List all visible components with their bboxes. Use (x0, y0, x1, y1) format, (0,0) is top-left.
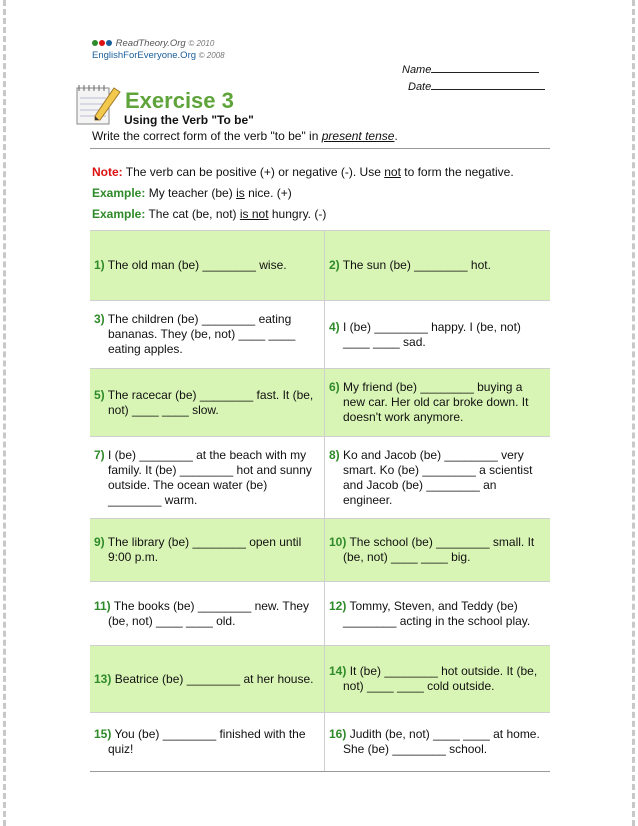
exercise-item: 13) Beatrice (be) ________ at her house. (90, 646, 325, 713)
exercise-subtitle: Using the Verb "To be" (124, 113, 254, 127)
example1-answer: is (236, 186, 245, 200)
exercise-item: 16) Judith (be, not) ____ ____ at home. She (be) ________ school. (325, 713, 551, 772)
exercise-row (90, 231, 550, 301)
example2-text-1: The cat (be, not) (145, 207, 240, 221)
exercise-row (90, 301, 550, 369)
exercise-item: 10) The school (be) ________ small. It (be, not) ____ ____ big. (325, 519, 551, 582)
name-line[interactable] (431, 62, 539, 73)
exercise-title: Exercise 3 (125, 88, 234, 113)
exercise-table (90, 230, 550, 772)
exercise-row (90, 437, 550, 519)
brand-line2: EnglishForEveryone.Org (92, 50, 197, 61)
instructions-suffix: . (394, 129, 398, 143)
exercise-item: 3) The children (be) ________ eating bananas. They (be, not) ____ ____ eating apples. (90, 301, 325, 369)
exercise-item: 14) It (be) ________ hot outside. It (be, not) ____ ____ cold outside. (325, 646, 551, 713)
exercise-item: 8) Ko and Jacob (be) ________ very smart. Ko (be) ________ a scientist and Jacob (be) ________ an engineer. (325, 437, 551, 519)
divider-top (90, 148, 550, 149)
example1-text-2: nice. (+) (244, 186, 292, 200)
example1-text-1: My teacher (be) (145, 186, 237, 200)
exercise-item: 9) The library (be) ________ open until 9:00 p.m. (90, 519, 325, 582)
exercise-row (90, 519, 550, 582)
right-margin-border (632, 0, 638, 826)
note-text-2: to form the negative. (400, 165, 514, 179)
exercise-row (90, 713, 550, 772)
brand-line1-year: © 2010 (188, 39, 215, 48)
note-text-1: The verb can be positive (+) or negative (-). Use (122, 165, 385, 179)
date-label: Date (408, 81, 432, 93)
example2-label: Example: (92, 207, 146, 221)
exercise-item: 11) The books (be) ________ new. They (be, not) ____ ____ old. (90, 582, 325, 646)
brand-dot-green (92, 40, 98, 46)
name-label: Name (402, 64, 432, 76)
divider-bottom (90, 771, 550, 772)
note-not: not (384, 165, 401, 179)
notes-block (92, 162, 514, 225)
exercise-item: 5) The racecar (be) ________ fast. It (be, not) ____ ____ slow. (90, 369, 325, 437)
exercise-row (90, 369, 550, 437)
instructions (92, 129, 398, 143)
exercise-item: 7) I (be) ________ at the beach with my family. It (be) ________ hot and sunny outside. The ocean water (be) ________ warm. (90, 437, 325, 519)
example2-text-2: hungry. (-) (268, 207, 327, 221)
brand-block (92, 38, 225, 62)
exercise-item: 4) I (be) ________ happy. I (be, not) ____ ____ sad. (325, 301, 551, 369)
exercise-item: 6) My friend (be) ________ buying a new car. Her old car broke down. It doesn't work anymore. (325, 369, 551, 437)
exercise-item: 12) Tommy, Steven, and Teddy (be) ________ acting in the school play. (325, 582, 551, 646)
exercise-item: 2) The sun (be) ________ hot. (325, 231, 551, 301)
brand-line1-prefix: R (115, 38, 123, 49)
note-label: Note: (92, 165, 123, 179)
example2-answer: is not (239, 207, 269, 221)
exercise-row (90, 582, 550, 646)
brand-dot-blue (106, 40, 112, 46)
exercise-item: 15) You (be) ________ finished with the quiz! (90, 713, 325, 772)
brand-line2-year: © 2008 (198, 51, 225, 60)
exercise-row (90, 646, 550, 713)
name-date-fields (402, 62, 545, 96)
left-margin-border (0, 0, 6, 826)
exercise-item: 1) The old man (be) ________ wise. (90, 231, 325, 301)
instructions-prefix: Write the correct form of the verb "to be" in (92, 129, 322, 143)
example1-label: Example: (92, 186, 146, 200)
notebook-pencil-icon (74, 82, 122, 128)
date-line[interactable] (431, 79, 545, 90)
brand-dot-red (99, 40, 105, 46)
instructions-emphasis: present tense (321, 129, 395, 143)
brand-line1: eadTheory.Org (122, 38, 186, 49)
